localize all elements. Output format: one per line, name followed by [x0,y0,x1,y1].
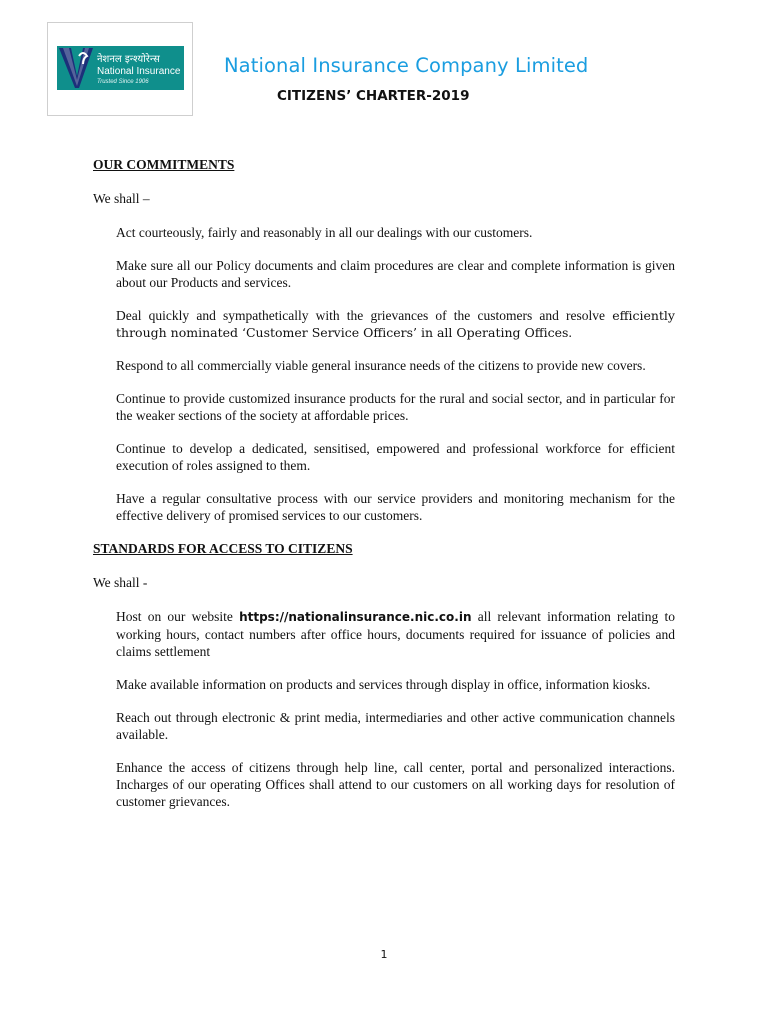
list-item-text: all relevant information relating to working hours, contact numbers after office hours, documents required for issuance of policies and claims settlement [116,609,675,659]
list-item-text: Deal quickly and sympathetically with the grievances of the customers and resolve [116,308,613,323]
section-standards-for-access [93,540,675,810]
standards-list [93,608,675,810]
section-intro: We shall – [93,191,150,206]
section-heading: OUR COMMITMENTS [93,157,235,172]
list-item: Reach out through electronic & print media, intermediaries and other active communication channels available. [116,710,675,742]
list-item: Continue to develop a dedicated, sensitised, empowered and professional workforce for efficient execution of roles assigned to them. [116,441,675,473]
charter-title: CITIZENS’ CHARTER-2019 [277,88,470,104]
list-item [116,307,675,341]
list-item-text: Host on our website [116,609,240,624]
list-item-text: efficiently through nominated ‘Customer Service Officers’ in all Operating Offices [116,308,675,340]
list-item: Enhance the access of citizens through help line, call center, portal and personalized interactions. Incharges of our operating Offices shall attend to our customers on all working days for resolution of customer grievances. [116,760,675,809]
section-intro: We shall - [93,575,148,590]
list-item: Continue to provide customized insurance products for the rural and social sector, and in particular for the weaker sections of the society at affordable prices. [116,391,675,423]
company-logo [47,22,193,116]
document-body [93,156,675,826]
logo-tagline: Trusted Since 1906 [97,79,149,85]
section-heading: STANDARDS FOR ACCESS TO CITIZENS [93,541,353,556]
list-item: Respond to all commercially viable general insurance needs of the citizens to provide new covers. [116,358,646,373]
section-our-commitments [93,156,675,524]
commitments-list [93,224,675,524]
list-item: Have a regular consultative process with our service providers and monitoring mechanism for the effective delivery of promised services to our customers. [116,491,675,523]
list-item: Make available information on products and services through display in office, information kiosks. [116,677,651,692]
logo-hindi-text: नेशनल इन्श्योरेन्स [97,54,160,65]
company-name: National Insurance Company Limited [224,54,589,77]
page-number: 1 [380,948,388,961]
logo-english-text: National Insurance [97,66,181,77]
website-link[interactable]: https://nationalinsurance.nic.co.in [239,610,472,624]
logo-mark [57,46,184,90]
list-item [116,608,675,660]
list-item-text: . [568,325,572,340]
list-item: Make sure all our Policy documents and claim procedures are clear and complete information is given about our Products and services. [116,258,675,290]
list-item: Act courteously, fairly and reasonably in all our dealings with our customers. [116,225,533,240]
